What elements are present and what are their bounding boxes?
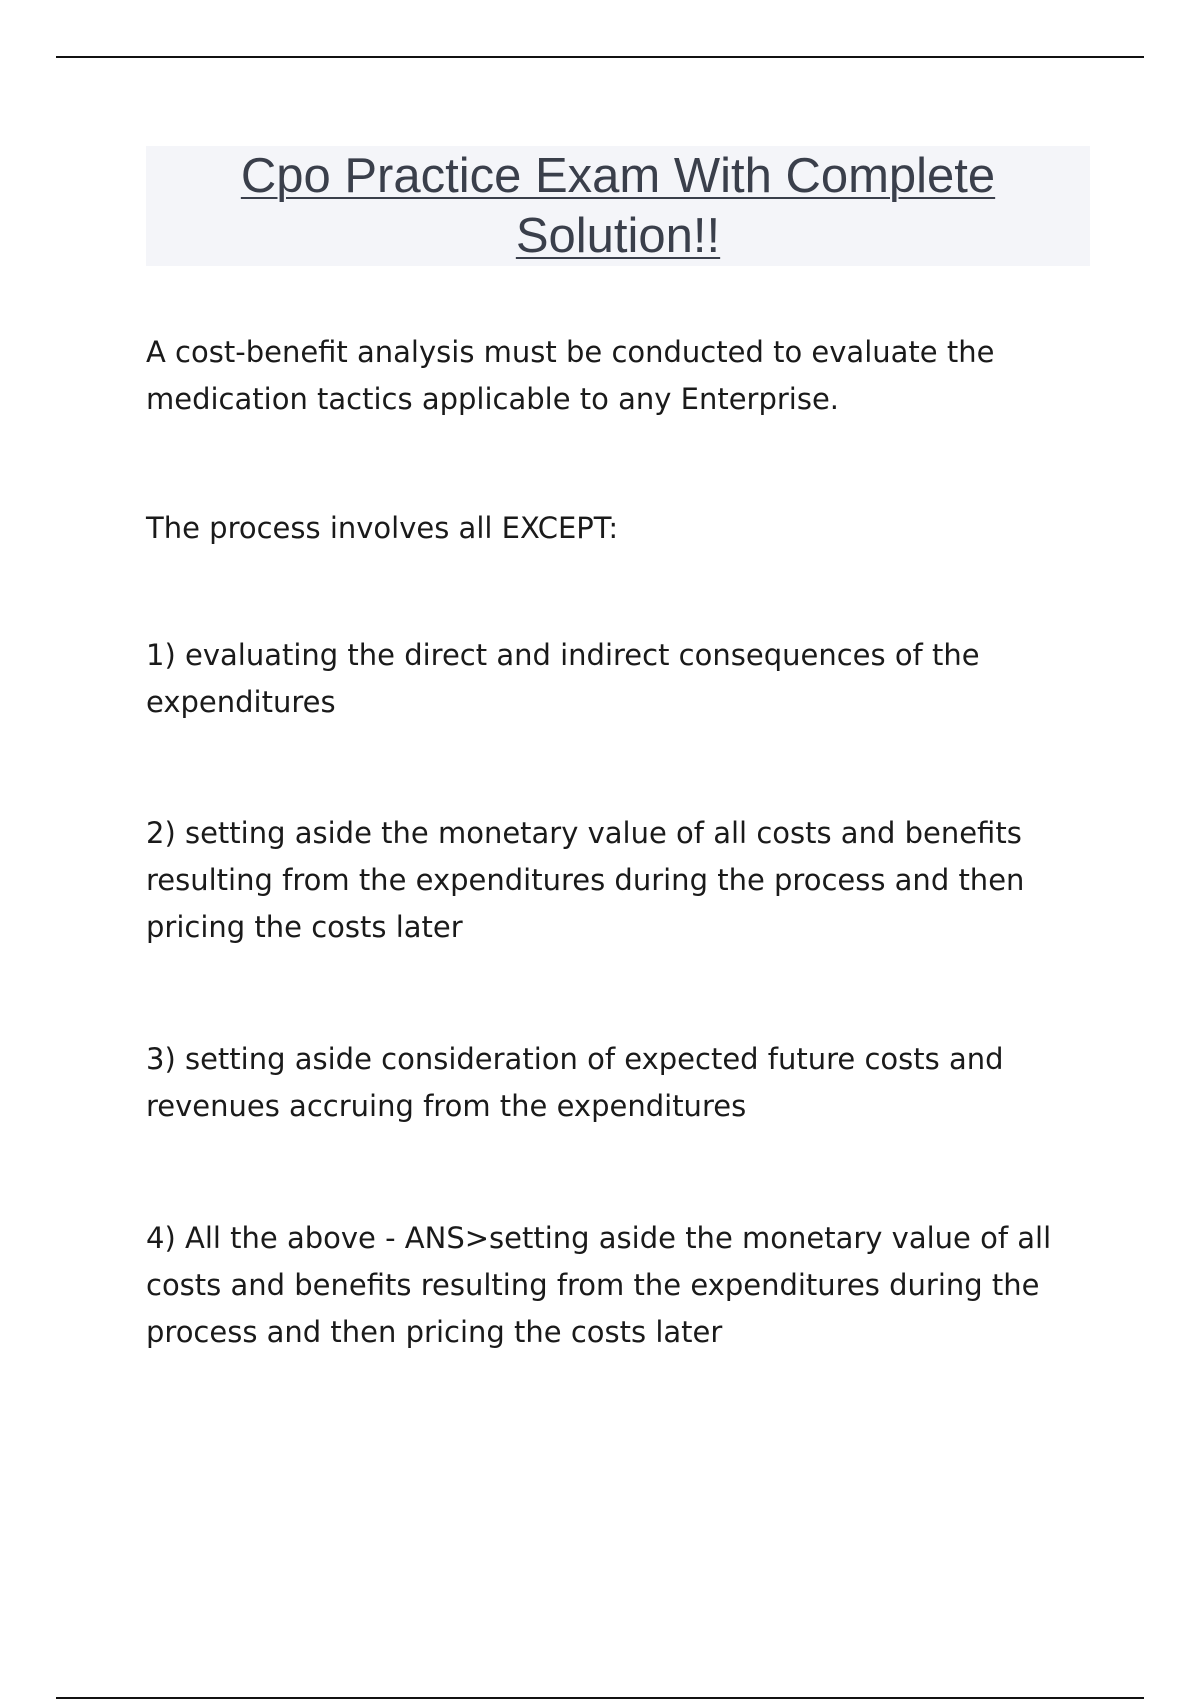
question-intro: A cost-benefit analysis must be conducted to evaluate the medication tactics applicable to any Enterprise. — [146, 335, 995, 416]
option-1: 1) evaluating the direct and indirect consequences of the expenditures — [146, 638, 980, 719]
option-3: 3) setting aside consideration of expected future costs and revenues accruing from the expenditures — [146, 1042, 1004, 1123]
question-body — [146, 329, 1076, 1356]
title-banner — [146, 146, 1090, 266]
bottom-rule — [56, 1697, 1144, 1699]
option-2: 2) setting aside the monetary value of all costs and benefits resulting from the expenditures during the process and then pricing the costs later — [146, 816, 1025, 944]
title-line-1: Cpo Practice Exam With Complete — [240, 149, 996, 203]
top-rule — [56, 56, 1144, 58]
question-prompt: The process involves all EXCEPT: — [146, 511, 619, 545]
document-title — [146, 146, 1090, 266]
option-4-answer: 4) All the above - ANS>setting aside the monetary value of all costs and benefits resulting from the expenditures during the process and then pricing the costs later — [146, 1221, 1052, 1349]
title-line-2: Solution!! — [515, 209, 721, 263]
